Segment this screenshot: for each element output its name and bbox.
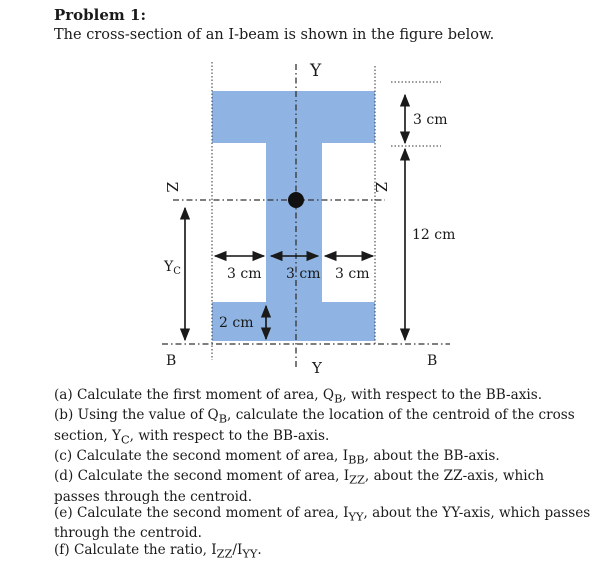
question-c — [54, 448, 594, 468]
b-axis-label-left: B — [166, 353, 177, 369]
y-axis-label-bottom: Y — [312, 359, 322, 377]
question-c-pre: (c) Calculate the second moment of area, I — [54, 447, 349, 464]
question-c-post: , about the BB-axis. — [364, 447, 500, 464]
question-d-sub: ZZ — [349, 472, 365, 487]
bottom-flange-label: 2 cm — [219, 315, 254, 331]
question-a-post: , with respect to the BB-axis. — [342, 387, 543, 403]
question-f-post: /I — [232, 542, 243, 559]
flange-thickness-label: 3 cm — [413, 112, 448, 128]
question-b-post2: , with respect to the BB-axis. — [129, 427, 330, 444]
i-beam-shape — [212, 91, 375, 341]
question-b-pre: (b) Using the value of Q — [54, 407, 219, 424]
question-f-sub: ZZ — [216, 546, 233, 561]
problem-intro: The cross-section of an I-beam is shown in the figure below. — [54, 27, 495, 43]
question-d-post: , about the ZZ-axis, which passes through the centroid. — [54, 468, 545, 505]
centroid-label-main: Y — [164, 259, 174, 275]
question-f-sub2: YY — [242, 546, 258, 561]
question-b-post: , calculate the location of the centroid of the cross section, Y — [54, 407, 575, 444]
questions-list — [54, 387, 594, 562]
right-overhang-label: 3 cm — [335, 266, 370, 282]
question-b-sub: B — [218, 412, 228, 427]
centroid-label-yc — [163, 259, 181, 277]
question-d — [54, 468, 594, 505]
web-width-label: 3 cm — [286, 266, 321, 282]
total-height-label: 12 cm — [412, 227, 456, 243]
question-a-sub: B — [334, 391, 343, 406]
y-axis-label-top: Y — [310, 61, 322, 81]
question-f — [54, 542, 594, 562]
centroid-point — [288, 192, 304, 208]
question-e-pre: (e) Calculate the second moment of area, I — [54, 505, 349, 522]
question-f-post2: . — [257, 542, 262, 559]
question-a-pre: (a) Calculate the first moment of area, Q — [54, 387, 335, 403]
z-axis-label-right: Z — [372, 181, 390, 193]
question-d-pre: (d) Calculate the second moment of area, I — [54, 468, 350, 485]
question-c-sub: BB — [348, 452, 365, 467]
question-b — [54, 407, 594, 448]
question-e-post: , about the YY-axis, which passes through the centroid. — [54, 505, 591, 542]
question-b-sub2: C — [121, 432, 130, 447]
question-f-pre: (f) Calculate the ratio, I — [54, 542, 217, 559]
centroid-label-subscript: C — [173, 266, 181, 277]
left-overhang-label: 3 cm — [227, 266, 262, 282]
question-e — [54, 505, 594, 542]
problem-heading: Problem 1: — [54, 6, 146, 24]
question-e-sub: YY — [348, 509, 364, 524]
z-axis-label-left: Z — [163, 181, 181, 193]
question-a — [54, 387, 594, 407]
b-axis-label-right: B — [427, 353, 438, 369]
